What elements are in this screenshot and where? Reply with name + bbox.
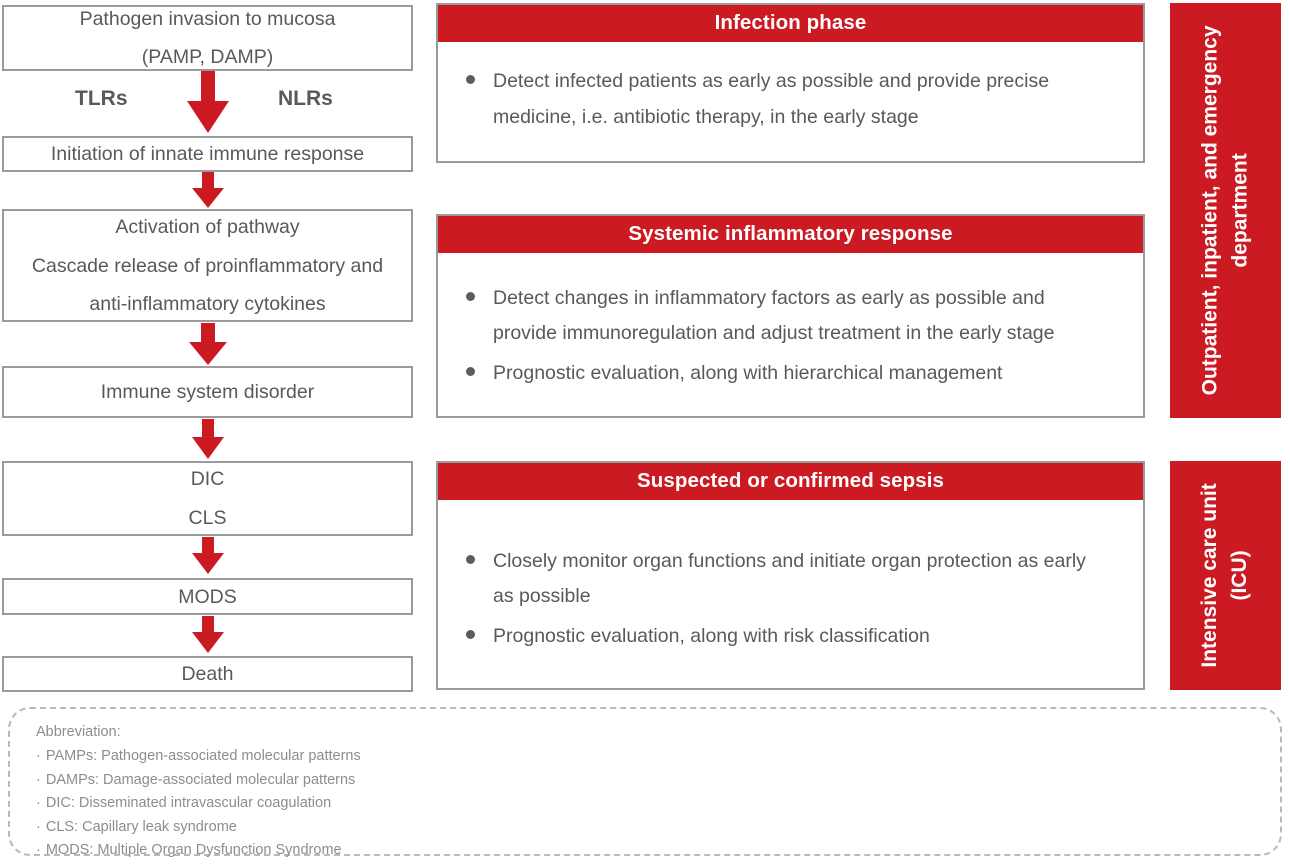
receptor-label-tlrs: TLRs: [75, 87, 128, 110]
down-arrow-icon: [191, 537, 225, 575]
bullet-icon: [466, 75, 475, 84]
pathway-box-innate-immune-response: [2, 136, 413, 172]
bullet-icon: [466, 292, 475, 301]
pathway-box-line: (PAMP, DAMP): [141, 46, 274, 68]
abbrev-bullet-icon: ·: [36, 842, 41, 859]
banner-label-line2: (ICU): [1228, 550, 1252, 601]
abbreviation-item: [36, 769, 1280, 792]
pathway-box-mods: [2, 578, 413, 615]
abbrev-item-label: DAMPs: Damage-associated molecular patterns: [45, 771, 356, 788]
abbrev-bullet-icon: ·: [36, 795, 41, 812]
banner-label-line1: Outpatient, inpatient, and emergency: [1198, 25, 1222, 396]
list-item: [466, 64, 1121, 135]
banner-outpatient-inpatient-emergency: [1170, 3, 1281, 418]
bullet-icon: [466, 367, 475, 376]
pathway-box-line: Activation of pathway: [115, 216, 300, 239]
pathway-box-line: MODS: [178, 585, 237, 608]
down-arrow-icon: [188, 323, 228, 366]
pathway-box-dic-cls: [2, 461, 413, 536]
pathway-box-line: Immune system disorder: [100, 380, 315, 403]
list-item: [466, 281, 1121, 352]
bullet-icon: [466, 630, 475, 639]
pathway-box-line: Cascade release of proinflammatory and: [31, 254, 384, 277]
abbreviation-box: [8, 707, 1282, 859]
list-item: [466, 356, 1121, 391]
abbrev-bullet-icon: ·: [36, 818, 41, 835]
panel-title: Infection phase: [438, 5, 1143, 42]
abbreviation-item: [36, 745, 1280, 768]
down-arrow-icon: [191, 172, 225, 209]
list-item: [466, 544, 1121, 615]
down-arrow-icon: [186, 71, 230, 134]
down-arrow-icon: [191, 616, 225, 654]
bullet-label: Prognostic evaluation, along with risk classification: [493, 624, 930, 647]
panel-body: [438, 500, 1143, 688]
abbreviation-item: [36, 792, 1280, 815]
pathway-box-line: DIC: [190, 468, 225, 491]
panel-title: Systemic inflammatory response: [438, 216, 1143, 253]
pathway-box-pathogen-invasion: [2, 5, 413, 71]
pathway-box-line: Pathogen invasion to mucosa: [79, 7, 336, 30]
panel-infection-phase: [436, 3, 1145, 163]
pathway-box-immune-system-disorder: [2, 366, 413, 418]
bullet-label: Prognostic evaluation, along with hierarchical management: [493, 361, 1003, 384]
banner-label: [1195, 26, 1256, 396]
bullet-label: Detect changes in inflammatory factors as early as possible and provide immunoregulation and adjust treatment in the early stage: [493, 287, 1055, 345]
abbrev-bullet-icon: ·: [36, 748, 41, 765]
pathway-box-line: CLS: [188, 506, 227, 529]
banner-intensive-care-unit: [1170, 461, 1281, 690]
list-item: [466, 619, 1121, 654]
pathway-box-line: Death: [181, 663, 234, 685]
abbreviation-item: [36, 816, 1280, 839]
bullet-label: Closely monitor organ functions and initiate organ protection as early as possible: [493, 550, 1086, 608]
bullet-label: Detect infected patients as early as possible and provide precise medicine, i.e. antibiotic therapy, in the early stage: [493, 70, 1050, 128]
panel-title: Suspected or confirmed sepsis: [438, 463, 1143, 500]
pathway-box-death: [2, 656, 413, 692]
down-arrow-icon: [191, 419, 225, 460]
banner-label-line1: Intensive care unit: [1198, 483, 1222, 668]
banner-label-line2: department: [1228, 153, 1252, 268]
panel-body: [438, 253, 1143, 416]
abbrev-item-label: DIC: Disseminated intravascular coagulation: [45, 795, 332, 812]
bullet-icon: [466, 555, 475, 564]
pathway-box-line: Initiation of innate immune response: [50, 143, 365, 165]
receptor-label-nlrs: NLRs: [278, 87, 333, 110]
abbrev-item-label: PAMPs: Pathogen-associated molecular patterns: [45, 748, 361, 765]
panel-suspected-or-confirmed-sepsis: [436, 461, 1145, 690]
abbreviation-title: Abbreviation:: [36, 724, 121, 740]
banner-label: [1195, 483, 1256, 667]
pathway-box-line: anti-inflammatory cytokines: [89, 292, 326, 315]
abbreviation-item: [36, 839, 1280, 862]
panel-body: [438, 42, 1143, 161]
abbrev-bullet-icon: ·: [36, 771, 41, 788]
abbrev-item-label: CLS: Capillary leak syndrome: [45, 818, 237, 835]
pathway-box-pathway-activation: [2, 209, 413, 322]
panel-systemic-inflammatory-response: [436, 214, 1145, 418]
abbrev-item-label: MODS: Multiple Organ Dysfunction Syndrome: [45, 842, 342, 859]
